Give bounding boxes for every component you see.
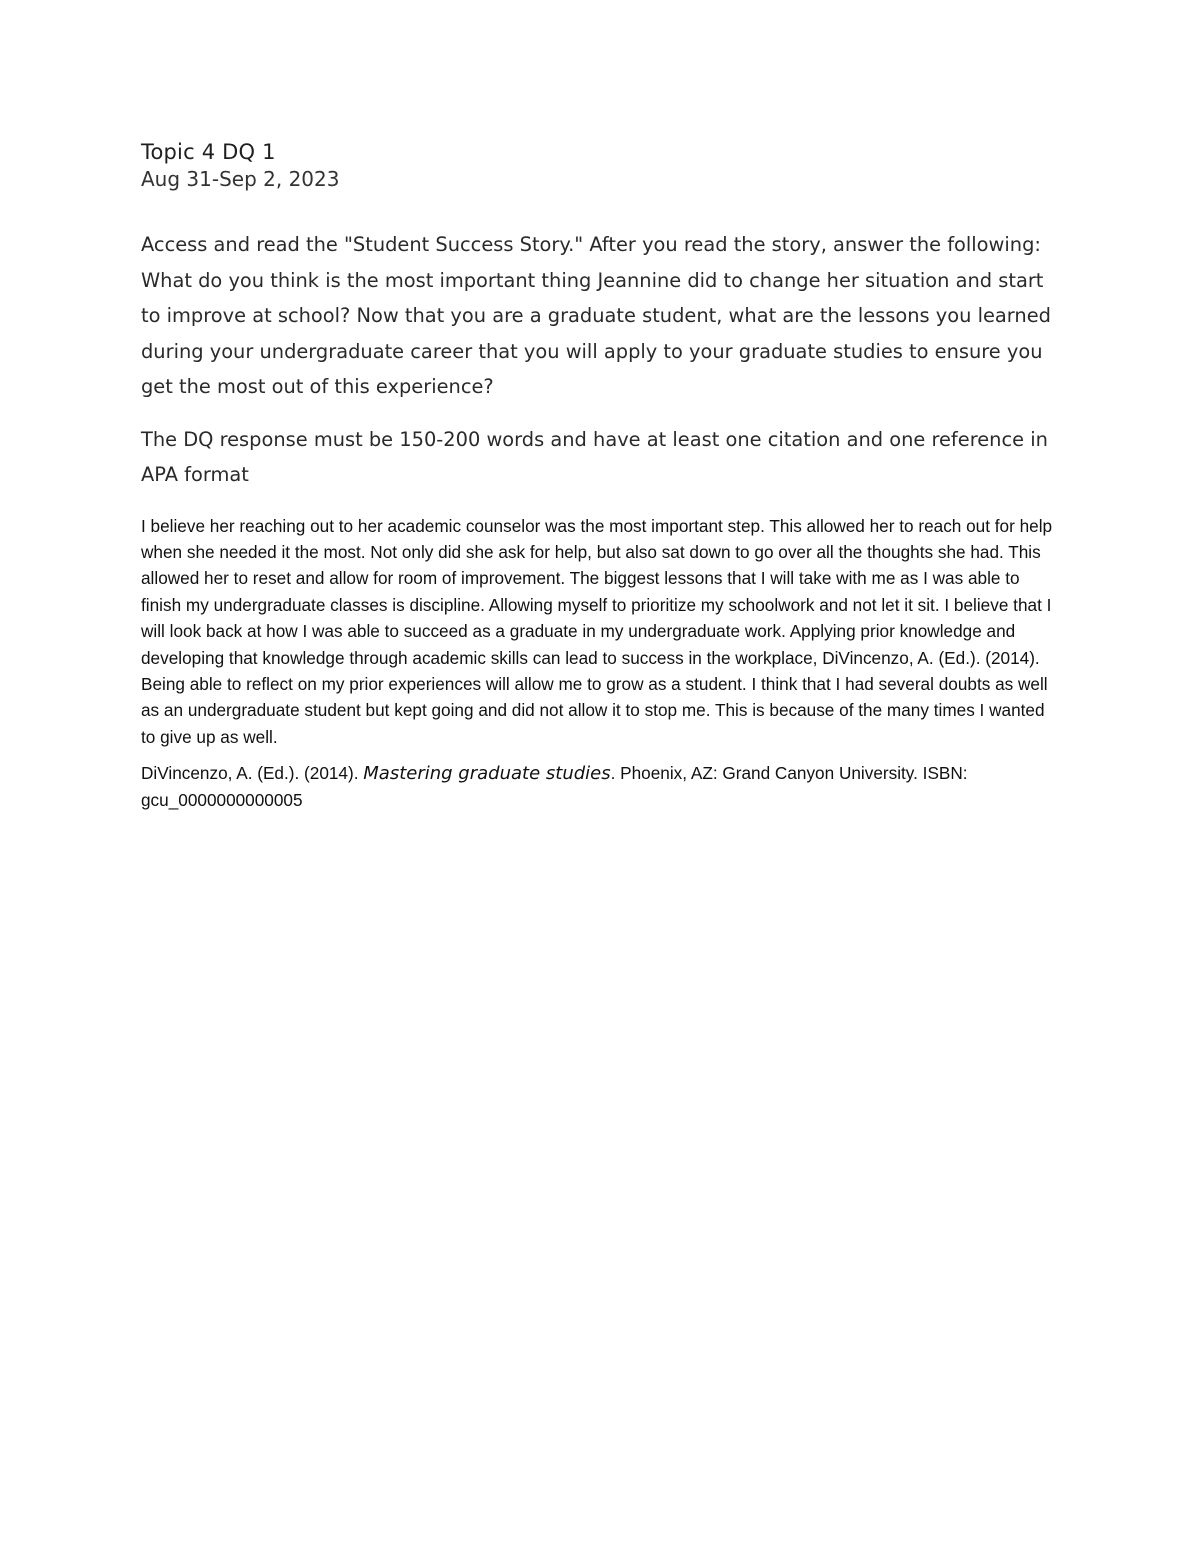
reference-authors: DiVincenzo, A. (Ed.). (2014). — [141, 763, 364, 784]
document-title: Topic 4 DQ 1 — [141, 140, 276, 164]
reference-publisher: . Phoenix, AZ: Grand Canyon University. ISBN: gcu_0000000000005 — [141, 763, 968, 811]
apa-reference — [141, 760, 1061, 814]
discussion-prompt: Access and read the "Student Success Story." After you read the story, answer the following: What do you think is the most important thing Jeannine did to change her situation and start to improve at school? Now that you are a graduate student, what are the lessons you learned during your undergraduate career that you will apply to your graduate studies to ensure you get the most out of this experience? — [141, 233, 1051, 398]
document-body — [141, 138, 1061, 814]
student-response: I believe her reaching out to her academic counselor was the most important step. This allowed her to reach out for help when she needed it the most. Not only did she ask for help, but also sat down to go over all the thoughts she had. This allowed her to reset and allow for room of improvement. The biggest lessons that I will take with me as I was able to finish my undergraduate classes is discipline. Allowing myself to prioritize my schoolwork and not let it sit. I believe that I will look back at how I was able to succeed as a graduate in my undergraduate work. Applying prior knowledge and developing that knowledge through academic skills can lead to success in the workplace, DiVincenzo, A. (Ed.). (2014). Being able to reflect on my prior experiences will allow me to grow as a student. I think that I had several doubts as well as an undergraduate student but kept going and did not allow it to stop me. This is because of the many times I wanted to give up as well. — [141, 515, 1053, 747]
document-date: Aug 31-Sep 2, 2023 — [141, 167, 340, 191]
response-requirement: The DQ response must be 150-200 words and have at least one citation and one reference in APA format — [141, 427, 1048, 486]
reference-book-title: Mastering graduate studies — [363, 763, 611, 785]
